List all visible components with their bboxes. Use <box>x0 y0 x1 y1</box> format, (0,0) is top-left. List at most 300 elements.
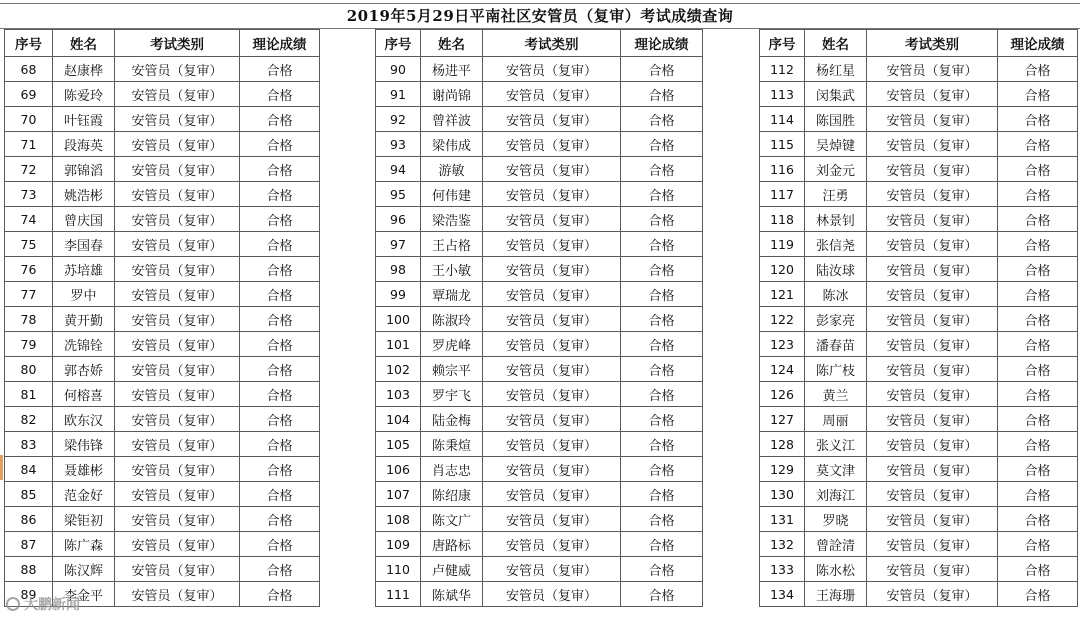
cell-exam-type[interactable]: 安管员（复审） <box>115 407 240 432</box>
cell-theory-score[interactable]: 合格 <box>240 507 320 532</box>
cell-exam-type[interactable]: 安管员（复审） <box>115 332 240 357</box>
cell-index[interactable]: 89 <box>5 582 53 607</box>
cell-exam-type[interactable]: 安管员（复审） <box>867 207 998 232</box>
cell-index[interactable]: 110 <box>376 557 421 582</box>
cell-theory-score[interactable]: 合格 <box>240 257 320 282</box>
cell-theory-score[interactable]: 合格 <box>621 182 703 207</box>
cell-index[interactable]: 129 <box>760 457 805 482</box>
cell-index[interactable]: 132 <box>760 532 805 557</box>
cell-theory-score[interactable]: 合格 <box>621 357 703 382</box>
cell-exam-type[interactable]: 安管员（复审） <box>867 382 998 407</box>
header-index[interactable]: 序号 <box>5 30 53 57</box>
cell-name[interactable]: 何伟建 <box>421 182 483 207</box>
cell-theory-score[interactable]: 合格 <box>621 532 703 557</box>
cell-exam-type[interactable]: 安管员（复审） <box>483 332 621 357</box>
cell-index[interactable]: 94 <box>376 157 421 182</box>
cell-exam-type[interactable]: 安管员（复审） <box>483 107 621 132</box>
cell-exam-type[interactable]: 安管员（复审） <box>867 582 998 607</box>
cell-theory-score[interactable]: 合格 <box>240 157 320 182</box>
cell-name[interactable]: 陈斌华 <box>421 582 483 607</box>
cell-exam-type[interactable]: 安管员（复审） <box>115 182 240 207</box>
cell-exam-type[interactable]: 安管员（复审） <box>115 207 240 232</box>
cell-theory-score[interactable]: 合格 <box>998 107 1078 132</box>
cell-name[interactable]: 陈冰 <box>805 282 867 307</box>
header-exam-type[interactable]: 考试类别 <box>483 30 621 57</box>
cell-theory-score[interactable]: 合格 <box>998 182 1078 207</box>
cell-theory-score[interactable]: 合格 <box>621 382 703 407</box>
cell-theory-score[interactable]: 合格 <box>998 532 1078 557</box>
cell-index[interactable]: 84 <box>5 457 53 482</box>
cell-theory-score[interactable]: 合格 <box>621 157 703 182</box>
cell-name[interactable]: 陆金梅 <box>421 407 483 432</box>
cell-exam-type[interactable]: 安管员（复审） <box>867 257 998 282</box>
table-row <box>5 107 320 132</box>
cell-name[interactable]: 游敏 <box>421 157 483 182</box>
cell-exam-type[interactable]: 安管员（复审） <box>115 482 240 507</box>
table-row <box>5 457 320 482</box>
cell-index[interactable]: 126 <box>760 382 805 407</box>
cell-exam-type[interactable]: 安管员（复审） <box>115 357 240 382</box>
cell-index[interactable]: 112 <box>760 57 805 82</box>
cell-name[interactable]: 梁伟锋 <box>53 432 115 457</box>
cell-index[interactable]: 70 <box>5 107 53 132</box>
cell-name[interactable]: 张义江 <box>805 432 867 457</box>
cell-theory-score[interactable]: 合格 <box>621 582 703 607</box>
cell-name[interactable]: 陈秉煊 <box>421 432 483 457</box>
cell-index[interactable]: 79 <box>5 332 53 357</box>
cell-name[interactable]: 梁浩鉴 <box>421 207 483 232</box>
cell-name[interactable]: 赖宗平 <box>421 357 483 382</box>
table-row <box>760 382 1078 407</box>
cell-exam-type[interactable]: 安管员（复审） <box>483 182 621 207</box>
cell-index[interactable]: 86 <box>5 507 53 532</box>
header-theory-score[interactable]: 理论成绩 <box>998 30 1078 57</box>
table-row <box>760 582 1078 607</box>
table-row <box>5 382 320 407</box>
cell-exam-type[interactable]: 安管员（复审） <box>867 332 998 357</box>
cell-theory-score[interactable]: 合格 <box>240 82 320 107</box>
cell-theory-score[interactable]: 合格 <box>998 382 1078 407</box>
table-row <box>376 132 703 157</box>
cell-exam-type[interactable]: 安管员（复审） <box>115 582 240 607</box>
cell-index[interactable]: 80 <box>5 357 53 382</box>
cell-exam-type[interactable]: 安管员（复审） <box>867 57 998 82</box>
cell-exam-type[interactable]: 安管员（复审） <box>867 307 998 332</box>
cell-theory-score[interactable]: 合格 <box>240 557 320 582</box>
cell-index[interactable]: 72 <box>5 157 53 182</box>
cell-exam-type[interactable]: 安管员（复审） <box>115 382 240 407</box>
cell-name[interactable]: 陈爱玲 <box>53 82 115 107</box>
cell-name[interactable]: 刘海江 <box>805 482 867 507</box>
cell-index[interactable]: 101 <box>376 332 421 357</box>
cell-index[interactable]: 128 <box>760 432 805 457</box>
table-row <box>760 182 1078 207</box>
cell-theory-score[interactable]: 合格 <box>621 557 703 582</box>
cell-name[interactable]: 曾庆国 <box>53 207 115 232</box>
cell-index[interactable]: 85 <box>5 482 53 507</box>
cell-index[interactable]: 97 <box>376 232 421 257</box>
cell-index[interactable]: 134 <box>760 582 805 607</box>
cell-theory-score[interactable]: 合格 <box>998 482 1078 507</box>
cell-exam-type[interactable]: 安管员（复审） <box>115 107 240 132</box>
cell-theory-score[interactable]: 合格 <box>998 282 1078 307</box>
cell-exam-type[interactable]: 安管员（复审） <box>867 357 998 382</box>
cell-name[interactable]: 卢健威 <box>421 557 483 582</box>
cell-index[interactable]: 96 <box>376 207 421 232</box>
cell-index[interactable]: 108 <box>376 507 421 532</box>
table-body <box>376 57 703 607</box>
cell-exam-type[interactable]: 安管员（复审） <box>483 307 621 332</box>
cell-index[interactable]: 73 <box>5 182 53 207</box>
cell-index[interactable]: 74 <box>5 207 53 232</box>
cell-name[interactable]: 何榕喜 <box>53 382 115 407</box>
cell-name[interactable]: 陈水松 <box>805 557 867 582</box>
cell-exam-type[interactable]: 安管员（复审） <box>115 432 240 457</box>
cell-theory-score[interactable]: 合格 <box>998 232 1078 257</box>
table-row <box>376 507 703 532</box>
cell-index[interactable]: 91 <box>376 82 421 107</box>
cell-theory-score[interactable]: 合格 <box>240 382 320 407</box>
cell-exam-type[interactable]: 安管员（复审） <box>867 282 998 307</box>
table-row <box>5 432 320 457</box>
cell-index[interactable]: 116 <box>760 157 805 182</box>
cell-name[interactable]: 莫文津 <box>805 457 867 482</box>
header-exam-type[interactable]: 考试类别 <box>867 30 998 57</box>
cell-theory-score[interactable]: 合格 <box>621 457 703 482</box>
cell-name[interactable]: 曾詮清 <box>805 532 867 557</box>
cell-index[interactable]: 87 <box>5 532 53 557</box>
cell-theory-score[interactable]: 合格 <box>240 357 320 382</box>
cell-index[interactable]: 114 <box>760 107 805 132</box>
cell-theory-score[interactable]: 合格 <box>621 332 703 357</box>
cell-theory-score[interactable]: 合格 <box>621 207 703 232</box>
cell-name[interactable]: 陈广森 <box>53 532 115 557</box>
cell-index[interactable]: 100 <box>376 307 421 332</box>
cell-name[interactable]: 罗中 <box>53 282 115 307</box>
cell-exam-type[interactable]: 安管员（复审） <box>867 482 998 507</box>
header-name[interactable]: 姓名 <box>421 30 483 57</box>
cell-theory-score[interactable]: 合格 <box>240 307 320 332</box>
sheet-title[interactable]: 2019年5月29日平南社区安管员（复审）考试成绩查询 <box>346 6 734 25</box>
cell-name[interactable]: 冼锦铨 <box>53 332 115 357</box>
cell-index[interactable]: 118 <box>760 207 805 232</box>
cell-theory-score[interactable]: 合格 <box>240 57 320 82</box>
cell-theory-score[interactable]: 合格 <box>240 332 320 357</box>
cell-exam-type[interactable]: 安管员（复审） <box>867 132 998 157</box>
header-index[interactable]: 序号 <box>760 30 805 57</box>
cell-index[interactable]: 68 <box>5 57 53 82</box>
score-table-1 <box>4 29 320 607</box>
cell-name[interactable]: 王占格 <box>421 232 483 257</box>
cell-theory-score[interactable]: 合格 <box>998 132 1078 157</box>
cell-index[interactable]: 119 <box>760 232 805 257</box>
cell-exam-type[interactable]: 安管员（复审） <box>483 357 621 382</box>
table-row <box>760 307 1078 332</box>
cell-exam-type[interactable]: 安管员（复审） <box>483 557 621 582</box>
cell-theory-score[interactable]: 合格 <box>621 107 703 132</box>
cell-exam-type[interactable]: 安管员（复审） <box>867 557 998 582</box>
cell-exam-type[interactable]: 安管员（复审） <box>115 457 240 482</box>
cell-index[interactable]: 127 <box>760 407 805 432</box>
cell-index[interactable]: 133 <box>760 557 805 582</box>
cell-name[interactable]: 张信尧 <box>805 232 867 257</box>
cell-index[interactable]: 81 <box>5 382 53 407</box>
table-row <box>376 557 703 582</box>
cell-name[interactable]: 吴焯键 <box>805 132 867 157</box>
cell-exam-type[interactable]: 安管员（复审） <box>867 407 998 432</box>
cell-theory-score[interactable]: 合格 <box>240 482 320 507</box>
cell-theory-score[interactable]: 合格 <box>621 232 703 257</box>
cell-exam-type[interactable]: 安管员（复审） <box>115 257 240 282</box>
cell-index[interactable]: 130 <box>760 482 805 507</box>
cell-name[interactable]: 黄兰 <box>805 382 867 407</box>
cell-index[interactable]: 121 <box>760 282 805 307</box>
cell-exam-type[interactable]: 安管员（复审） <box>115 57 240 82</box>
cell-index[interactable]: 106 <box>376 457 421 482</box>
cell-name[interactable]: 段海英 <box>53 132 115 157</box>
cell-exam-type[interactable]: 安管员（复审） <box>867 532 998 557</box>
cell-name[interactable]: 欧东汉 <box>53 407 115 432</box>
cell-name[interactable]: 梁伟成 <box>421 132 483 157</box>
cell-theory-score[interactable]: 合格 <box>998 357 1078 382</box>
cell-name[interactable]: 罗宇飞 <box>421 382 483 407</box>
cell-theory-score[interactable]: 合格 <box>998 507 1078 532</box>
cell-index[interactable]: 105 <box>376 432 421 457</box>
cell-index[interactable]: 107 <box>376 482 421 507</box>
cell-index[interactable]: 122 <box>760 307 805 332</box>
cell-index[interactable]: 104 <box>376 407 421 432</box>
cell-exam-type[interactable]: 安管员（复审） <box>483 432 621 457</box>
cell-exam-type[interactable]: 安管员（复审） <box>867 157 998 182</box>
cell-name[interactable]: 郭锦滔 <box>53 157 115 182</box>
cell-name[interactable]: 王小敏 <box>421 257 483 282</box>
cell-theory-score[interactable]: 合格 <box>621 432 703 457</box>
cell-index[interactable]: 76 <box>5 257 53 282</box>
header-name[interactable]: 姓名 <box>805 30 867 57</box>
cell-name[interactable]: 刘金元 <box>805 157 867 182</box>
cell-theory-score[interactable]: 合格 <box>621 82 703 107</box>
cell-exam-type[interactable]: 安管员（复审） <box>483 282 621 307</box>
cell-name[interactable]: 姚浩彬 <box>53 182 115 207</box>
cell-exam-type[interactable]: 安管员（复审） <box>867 182 998 207</box>
table-row <box>376 82 703 107</box>
cell-theory-score[interactable]: 合格 <box>240 532 320 557</box>
cell-index[interactable]: 78 <box>5 307 53 332</box>
cell-index[interactable]: 95 <box>376 182 421 207</box>
cell-exam-type[interactable]: 安管员（复审） <box>115 282 240 307</box>
cell-name[interactable]: 黄开勤 <box>53 307 115 332</box>
cell-name[interactable]: 林景钊 <box>805 207 867 232</box>
cell-exam-type[interactable]: 安管员（复审） <box>483 582 621 607</box>
header-theory-score[interactable]: 理论成绩 <box>621 30 703 57</box>
cell-index[interactable]: 102 <box>376 357 421 382</box>
cell-name[interactable]: 谢尚锦 <box>421 82 483 107</box>
cell-exam-type[interactable]: 安管员（复审） <box>867 232 998 257</box>
cell-theory-score[interactable]: 合格 <box>621 307 703 332</box>
cell-exam-type[interactable]: 安管员（复审） <box>483 57 621 82</box>
cell-index[interactable]: 113 <box>760 82 805 107</box>
cell-index[interactable]: 124 <box>760 357 805 382</box>
cell-theory-score[interactable]: 合格 <box>240 407 320 432</box>
cell-index[interactable]: 88 <box>5 557 53 582</box>
cell-theory-score[interactable]: 合格 <box>998 432 1078 457</box>
cell-exam-type[interactable]: 安管员（复审） <box>483 532 621 557</box>
cell-index[interactable]: 115 <box>760 132 805 157</box>
cell-exam-type[interactable]: 安管员（复审） <box>483 382 621 407</box>
cell-theory-score[interactable]: 合格 <box>621 282 703 307</box>
cell-name[interactable]: 覃瑞龙 <box>421 282 483 307</box>
cell-exam-type[interactable]: 安管员（复审） <box>867 432 998 457</box>
cell-theory-score[interactable]: 合格 <box>621 57 703 82</box>
cell-theory-score[interactable]: 合格 <box>240 432 320 457</box>
cell-theory-score[interactable]: 合格 <box>998 207 1078 232</box>
cell-name[interactable]: 陈绍康 <box>421 482 483 507</box>
cell-exam-type[interactable]: 安管员（复审） <box>115 82 240 107</box>
cell-name[interactable]: 陈汉辉 <box>53 557 115 582</box>
cell-index[interactable]: 82 <box>5 407 53 432</box>
cell-index[interactable]: 131 <box>760 507 805 532</box>
cell-name[interactable]: 郭杏娇 <box>53 357 115 382</box>
cell-name[interactable]: 闵集武 <box>805 82 867 107</box>
cell-exam-type[interactable]: 安管员（复审） <box>115 307 240 332</box>
cell-theory-score[interactable]: 合格 <box>998 582 1078 607</box>
cell-exam-type[interactable]: 安管员（复审） <box>483 482 621 507</box>
cell-exam-type[interactable]: 安管员（复审） <box>115 232 240 257</box>
cell-name[interactable]: 陈国胜 <box>805 107 867 132</box>
cell-theory-score[interactable]: 合格 <box>240 582 320 607</box>
cell-theory-score[interactable]: 合格 <box>240 457 320 482</box>
cell-name[interactable]: 苏培雄 <box>53 257 115 282</box>
cell-name[interactable]: 杨进平 <box>421 57 483 82</box>
cell-exam-type[interactable]: 安管员（复审） <box>483 232 621 257</box>
cell-exam-type[interactable]: 安管员（复审） <box>867 457 998 482</box>
cell-exam-type[interactable]: 安管员（复审） <box>115 132 240 157</box>
table-row <box>376 332 703 357</box>
cell-theory-score[interactable]: 合格 <box>998 257 1078 282</box>
cell-theory-score[interactable]: 合格 <box>240 232 320 257</box>
table-header-row <box>760 30 1078 57</box>
table-row <box>376 482 703 507</box>
cell-theory-score[interactable]: 合格 <box>998 307 1078 332</box>
header-index[interactable]: 序号 <box>376 30 421 57</box>
cell-name[interactable]: 周丽 <box>805 407 867 432</box>
cell-name[interactable]: 唐路标 <box>421 532 483 557</box>
cell-theory-score[interactable]: 合格 <box>998 332 1078 357</box>
cell-name[interactable]: 潘春苗 <box>805 332 867 357</box>
cell-name[interactable]: 罗虎峰 <box>421 332 483 357</box>
table-row <box>5 232 320 257</box>
cell-exam-type[interactable]: 安管员（复审） <box>483 157 621 182</box>
cell-exam-type[interactable]: 安管员（复审） <box>867 507 998 532</box>
cell-index[interactable]: 117 <box>760 182 805 207</box>
cell-name[interactable]: 彭家亮 <box>805 307 867 332</box>
cell-theory-score[interactable]: 合格 <box>621 407 703 432</box>
cell-name[interactable]: 李国春 <box>53 232 115 257</box>
cell-theory-score[interactable]: 合格 <box>621 132 703 157</box>
cell-exam-type[interactable]: 安管员（复审） <box>483 207 621 232</box>
cell-exam-type[interactable]: 安管员（复审） <box>867 82 998 107</box>
cell-name[interactable]: 陈文广 <box>421 507 483 532</box>
header-exam-type[interactable]: 考试类别 <box>115 30 240 57</box>
table-row <box>760 557 1078 582</box>
cell-exam-type[interactable]: 安管员（复审） <box>483 257 621 282</box>
cell-name[interactable]: 肖志忠 <box>421 457 483 482</box>
cell-name[interactable]: 杨红星 <box>805 57 867 82</box>
cell-index[interactable]: 98 <box>376 257 421 282</box>
cell-theory-score[interactable]: 合格 <box>240 182 320 207</box>
cell-name[interactable]: 范金好 <box>53 482 115 507</box>
cell-theory-score[interactable]: 合格 <box>998 457 1078 482</box>
cell-exam-type[interactable]: 安管员（复审） <box>115 507 240 532</box>
cell-theory-score[interactable]: 合格 <box>621 507 703 532</box>
cell-exam-type[interactable]: 安管员（复审） <box>115 157 240 182</box>
table-row <box>5 82 320 107</box>
cell-exam-type[interactable]: 安管员（复审） <box>483 82 621 107</box>
cell-theory-score[interactable]: 合格 <box>998 407 1078 432</box>
header-name[interactable]: 姓名 <box>53 30 115 57</box>
cell-name[interactable]: 汪勇 <box>805 182 867 207</box>
cell-index[interactable]: 123 <box>760 332 805 357</box>
cell-theory-score[interactable]: 合格 <box>998 82 1078 107</box>
cell-name[interactable]: 叶钰霞 <box>53 107 115 132</box>
cell-theory-score[interactable]: 合格 <box>240 282 320 307</box>
cell-index[interactable]: 71 <box>5 132 53 157</box>
cell-name[interactable]: 李金平 <box>53 582 115 607</box>
cell-exam-type[interactable]: 安管员（复审） <box>483 507 621 532</box>
cell-index[interactable]: 90 <box>376 57 421 82</box>
cell-exam-type[interactable]: 安管员（复审） <box>483 457 621 482</box>
cell-theory-score[interactable]: 合格 <box>621 257 703 282</box>
cell-index[interactable]: 109 <box>376 532 421 557</box>
cell-exam-type[interactable]: 安管员（复审） <box>483 132 621 157</box>
cell-theory-score[interactable]: 合格 <box>998 57 1078 82</box>
cell-index[interactable]: 99 <box>376 282 421 307</box>
cell-theory-score[interactable]: 合格 <box>998 557 1078 582</box>
cell-name[interactable]: 赵康桦 <box>53 57 115 82</box>
cell-theory-score[interactable]: 合格 <box>240 207 320 232</box>
cell-index[interactable]: 92 <box>376 107 421 132</box>
cell-index[interactable]: 120 <box>760 257 805 282</box>
cell-name[interactable]: 曾祥波 <box>421 107 483 132</box>
cell-index[interactable]: 69 <box>5 82 53 107</box>
cell-name[interactable]: 陆汝球 <box>805 257 867 282</box>
cell-index[interactable]: 93 <box>376 132 421 157</box>
cell-name[interactable]: 王海珊 <box>805 582 867 607</box>
cell-theory-score[interactable]: 合格 <box>240 132 320 157</box>
cell-exam-type[interactable]: 安管员（复审） <box>483 407 621 432</box>
cell-theory-score[interactable]: 合格 <box>240 107 320 132</box>
cell-name[interactable]: 梁钜初 <box>53 507 115 532</box>
cell-name[interactable]: 聂雄彬 <box>53 457 115 482</box>
table-row <box>760 432 1078 457</box>
cell-theory-score[interactable]: 合格 <box>998 157 1078 182</box>
header-theory-score[interactable]: 理论成绩 <box>240 30 320 57</box>
cell-index[interactable]: 111 <box>376 582 421 607</box>
cell-exam-type[interactable]: 安管员（复审） <box>115 557 240 582</box>
cell-name[interactable]: 罗晓 <box>805 507 867 532</box>
cell-theory-score[interactable]: 合格 <box>621 482 703 507</box>
cell-name[interactable]: 陈淑玲 <box>421 307 483 332</box>
cell-index[interactable]: 75 <box>5 232 53 257</box>
cell-exam-type[interactable]: 安管员（复审） <box>115 532 240 557</box>
table-row <box>376 532 703 557</box>
cell-index[interactable]: 103 <box>376 382 421 407</box>
cell-index[interactable]: 77 <box>5 282 53 307</box>
cell-exam-type[interactable]: 安管员（复审） <box>867 107 998 132</box>
table-row <box>376 107 703 132</box>
cell-name[interactable]: 陈广枝 <box>805 357 867 382</box>
cell-index[interactable]: 83 <box>5 432 53 457</box>
